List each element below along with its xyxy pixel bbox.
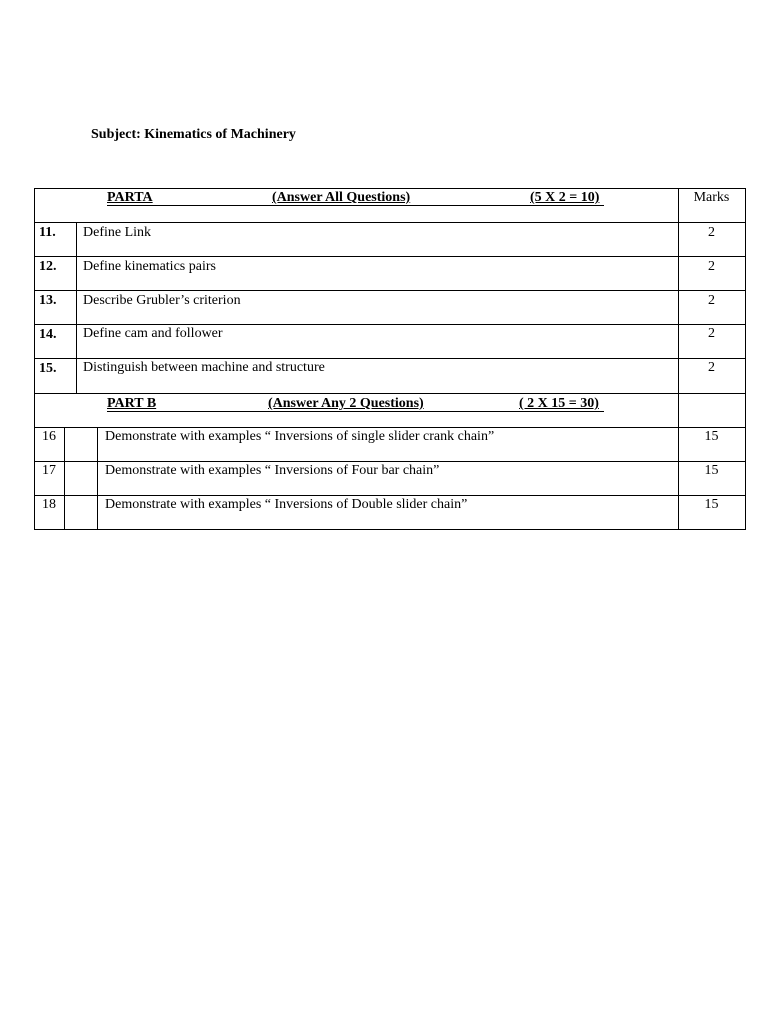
part-a-title: PARTA (107, 190, 153, 205)
question-number: 17 (42, 463, 56, 478)
question-marks: 2 (708, 326, 715, 341)
question-marks: 2 (708, 293, 715, 308)
question-text: Define cam and follower (83, 326, 223, 341)
number-column-divider (64, 427, 65, 530)
row-divider (34, 222, 746, 223)
question-number: 18 (42, 497, 56, 512)
row-divider (34, 358, 746, 359)
question-number: 16 (42, 429, 56, 444)
question-marks: 2 (708, 225, 715, 240)
part-b-instruction: (Answer Any 2 Questions) (268, 396, 424, 411)
row-divider (34, 427, 746, 428)
question-text: Distinguish between machine and structure (83, 360, 325, 375)
table-border-bottom (34, 529, 746, 530)
subject-title: Subject: Kinematics of Machinery (91, 127, 296, 142)
row-divider (34, 256, 746, 257)
row-divider (34, 324, 746, 325)
marks-header: Marks (693, 190, 730, 205)
question-text: Demonstrate with examples “ Inversions of single slider crank chain” (105, 429, 495, 444)
part-a-instruction: (Answer All Questions) (272, 190, 411, 205)
row-divider (34, 495, 746, 496)
question-marks: 15 (704, 497, 719, 512)
blank-column-divider (97, 427, 98, 530)
part-b-marks-formula: ( 2 X 15 = 30) (519, 396, 599, 411)
question-text: Define Link (83, 225, 152, 240)
question-marks: 2 (708, 259, 715, 274)
part-b-title: PART B (107, 396, 157, 411)
question-number: 15. (39, 361, 57, 376)
question-marks: 15 (704, 463, 719, 478)
question-text: Demonstrate with examples “ Inversions of Double slider chain” (105, 497, 468, 512)
question-text: Describe Grubler’s criterion (83, 293, 241, 308)
table-border-right (745, 188, 746, 530)
question-text: Define kinematics pairs (83, 259, 216, 274)
question-text: Demonstrate with examples “ Inversions of Four bar chain” (105, 463, 440, 478)
row-divider (34, 393, 746, 394)
part-a-marks-formula: (5 X 2 = 10) (530, 190, 600, 205)
question-number: 12. (39, 259, 57, 274)
question-number: 11. (39, 225, 56, 240)
question-number: 13. (39, 293, 57, 308)
row-divider (34, 461, 746, 462)
number-column-divider (76, 222, 77, 393)
question-number: 14. (39, 327, 57, 342)
question-marks: 2 (708, 360, 715, 375)
table-border-top (34, 188, 746, 189)
question-marks: 15 (704, 429, 719, 444)
row-divider (34, 290, 746, 291)
